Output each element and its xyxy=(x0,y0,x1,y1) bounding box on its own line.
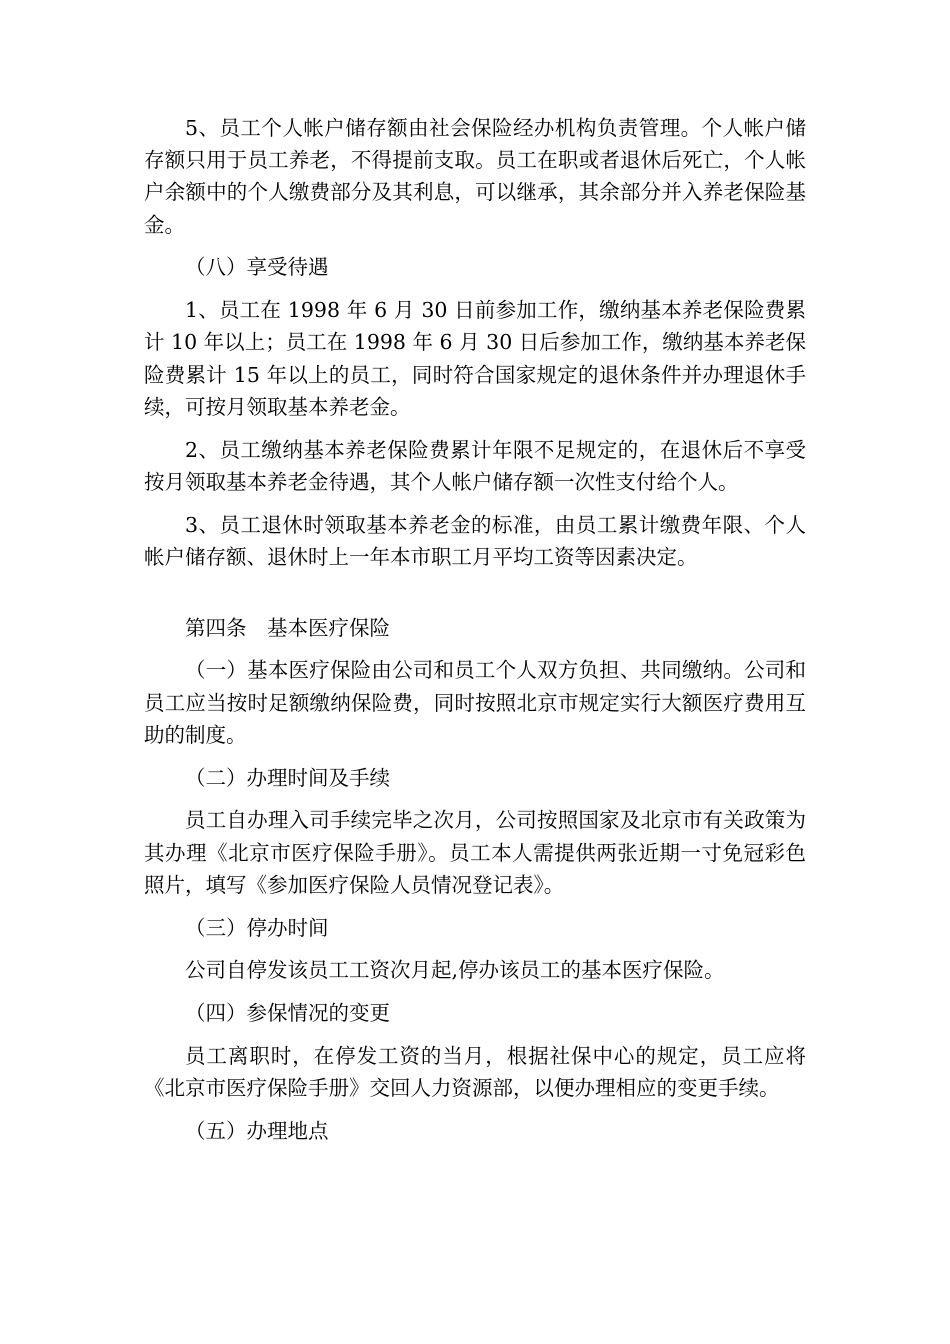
heading-insurance-change: （四）参保情况的变更 xyxy=(185,1001,390,1026)
paragraph-change-details: 员工离职时，在停发工资的当月，根据社保中心的规定，员工应将《北京市医疗保险手册》交回人力资源部，以便办理相应的变更手续。 xyxy=(144,1044,806,1101)
document-page xyxy=(144,112,806,1158)
section-gap xyxy=(144,584,806,612)
paragraph-medical-insurance-shared: （一）基本医疗保险由公司和员工个人双方负担、共同缴纳。公司和员工应当按时足额缴纳保险费，同时按照北京市规定实行大额医疗费用互助的制度。 xyxy=(144,658,806,747)
paragraph-benefit-eligibility: 1、员工在 1998 年 6 月 30 日前参加工作，缴纳基本养老保险费累计 10 年以上；员工在 1998 年 6 月 30 日后参加工作，缴纳基本养老保险费累计 15 年以上的员工，同时符合国家规定的退休条件并办理退休手续，可按月领取基本养老金。 xyxy=(144,298,806,419)
heading-stop-time: （三）停办时间 xyxy=(185,915,329,940)
paragraph-stop-details: 公司自停发该员工工资次月起,停办该员工的基本医疗保险。 xyxy=(185,958,725,983)
paragraph-pension-standard: 3、员工退休时领取基本养老金的标准，由员工累计缴费年限、个人帐户储存额、退休时上一年本市职工月平均工资等因素决定。 xyxy=(144,512,806,569)
heading-benefits: （八）享受待遇 xyxy=(185,255,329,280)
heading-article-four-medical-insurance: 第四条 基本医疗保险 xyxy=(185,615,390,640)
paragraph-procedure-details: 员工自办理入司手续完毕之次月，公司按照国家及北京市有关政策为其办理《北京市医疗保险手册》。员工本人需提供两张近期一寸免冠彩色照片，填写《参加医疗保险人员情况登记表》。 xyxy=(144,808,806,897)
heading-procedure-time: （二）办理时间及手续 xyxy=(185,765,390,790)
paragraph-insufficient-years: 2、员工缴纳基本养老保险费累计年限不足规定的，在退休后不享受按月领取基本养老金待遇，其个人帐户储存额一次性支付给个人。 xyxy=(144,437,806,494)
heading-procedure-location: （五）办理地点 xyxy=(185,1119,329,1143)
paragraph-pension-account-management: 5、员工个人帐户储存额由社会保险经办机构负责管理。个人帐户储存额只用于员工养老，不得提前支取。员工在职或者退休后死亡，个人帐户余额中的个人缴费部分及其利息，可以继承，其余部分并入养老保险基金。 xyxy=(144,116,806,237)
